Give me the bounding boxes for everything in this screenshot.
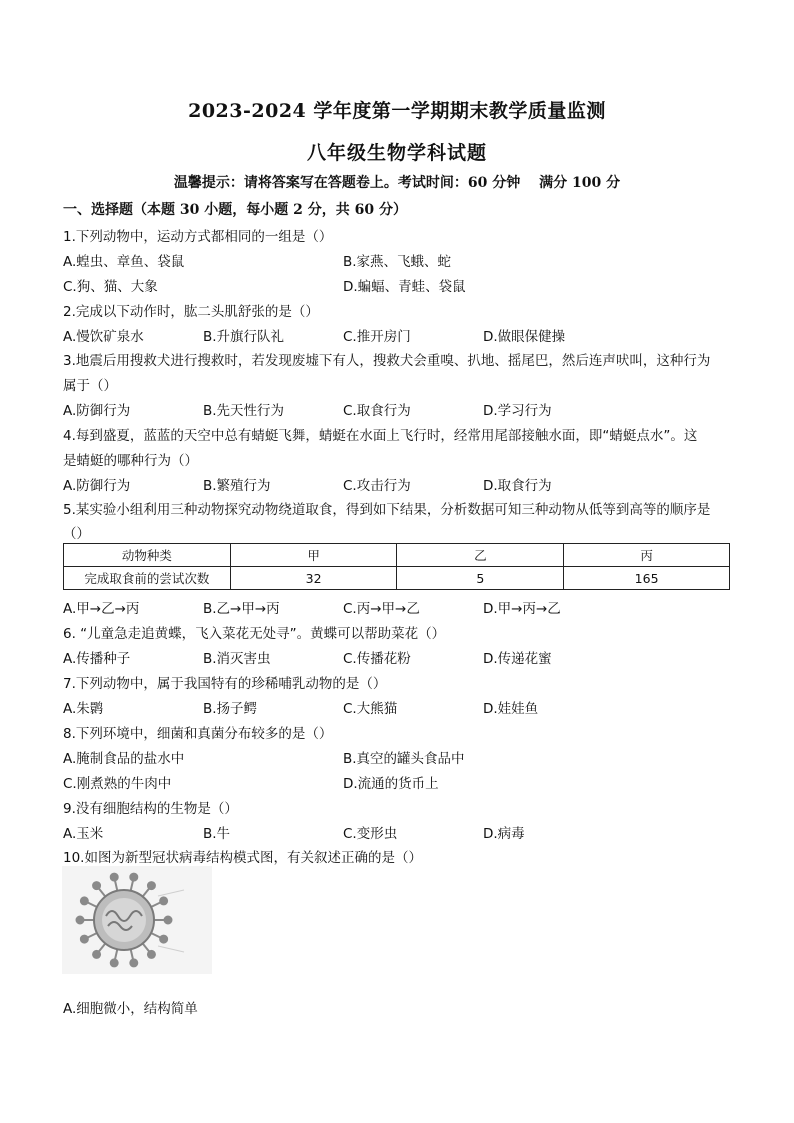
trial-count-table bbox=[63, 543, 730, 590]
spike-tip bbox=[130, 959, 137, 966]
section-heading: 一、选择题（本题 30 小题，每小题 2 分，共 60 分） bbox=[63, 202, 407, 218]
q1-option-a: A.蝗虫、章鱼、袋鼠 bbox=[63, 254, 185, 270]
question-3-stem: 3.地震后用搜救犬进行搜救时，若发现废墟下有人，搜救犬会重嗅、扒地、摇尾巴，然后连声吠叫，这种行为 bbox=[63, 353, 711, 369]
q4-option-c: C.攻击行为 bbox=[343, 478, 411, 494]
table-header-cell: 甲 bbox=[230, 544, 397, 567]
spike-tip bbox=[77, 917, 84, 924]
q6-option-d: D.传递花蜜 bbox=[483, 651, 552, 667]
table-cell: 完成取食前的尝试次数 bbox=[64, 567, 231, 590]
question-4-stem-cont: 是蜻蜓的哪种行为（） bbox=[63, 453, 198, 469]
table-header-cell: 动物种类 bbox=[64, 544, 231, 567]
q2-option-c: C.推开房门 bbox=[343, 329, 411, 345]
q7-option-a: A.朱鹮 bbox=[63, 701, 104, 717]
spike-tip bbox=[93, 951, 100, 958]
table-header-cell: 乙 bbox=[397, 544, 564, 567]
question-6-stem: 6. “儿童急走追黄蝶，飞入菜花无处寻”。黄蝶可以帮助菜花（） bbox=[63, 626, 446, 642]
question-7-stem: 7.下列动物中，属于我国特有的珍稀哺乳动物的是（） bbox=[63, 676, 387, 692]
q2-option-b: B.升旗行队礼 bbox=[203, 329, 285, 345]
q8-option-b: B.真空的罐头食品中 bbox=[343, 751, 465, 767]
question-1-stem: 1.下列动物中，运动方式都相同的一组是（） bbox=[63, 229, 333, 245]
spike-tip bbox=[111, 959, 118, 966]
q2-option-a: A.慢饮矿泉水 bbox=[63, 329, 144, 345]
table-header-row bbox=[64, 544, 730, 567]
question-4-stem: 4.每到盛夏，蓝蓝的天空中总有蜻蜓飞舞，蜻蜓在水面上飞行时，经常用尾部接触水面，即“蜻蜓点水”。这 bbox=[63, 428, 698, 444]
table-header-cell: 丙 bbox=[564, 544, 730, 567]
q7-option-b: B.扬子鳄 bbox=[203, 701, 258, 717]
table-row bbox=[64, 567, 730, 590]
q6-option-b: B.消灭害虫 bbox=[203, 651, 271, 667]
spike-tip bbox=[148, 951, 155, 958]
q8-option-d: D.流通的货币上 bbox=[343, 776, 439, 792]
spike-tip bbox=[81, 936, 88, 943]
question-10-stem: 10.如图为新型冠状病毒结构模式图，有关叙述正确的是（） bbox=[63, 850, 422, 866]
spike-tip bbox=[111, 874, 118, 881]
spike-tip bbox=[93, 882, 100, 889]
exam-title: 2023-2024 学年度第一学期期末教学质量监测 bbox=[188, 100, 606, 122]
spike-tip bbox=[81, 897, 88, 904]
q9-option-c: C.变形虫 bbox=[343, 826, 398, 842]
question-5-stem: 5.某实验小组利用三种动物探究动物绕道取食，得到如下结果，分析数据可知三种动物从低等到高等的顺序是 bbox=[63, 502, 711, 518]
q4-option-b: B.繁殖行为 bbox=[203, 478, 271, 494]
q4-option-d: D.取食行为 bbox=[483, 478, 552, 494]
q1-option-b: B.家燕、飞蛾、蛇 bbox=[343, 254, 452, 270]
exam-subtitle: 八年级生物学科试题 bbox=[306, 142, 487, 164]
q5-option-a: A.甲→乙→丙 bbox=[63, 601, 140, 617]
spike-tip bbox=[165, 917, 172, 924]
q9-option-b: B.牛 bbox=[203, 826, 231, 842]
question-8-stem: 8.下列环境中，细菌和真菌分布较多的是（） bbox=[63, 726, 333, 742]
q5-option-c: C.丙→甲→乙 bbox=[343, 601, 420, 617]
question-2-stem: 2.完成以下动作时，肱二头肌舒张的是（） bbox=[63, 304, 319, 320]
exam-tip: 温馨提示：请将答案写在答题卷上。考试时间：60 分钟 满分 100 分 bbox=[173, 175, 621, 191]
q3-option-a: A.防御行为 bbox=[63, 403, 131, 419]
question-5-stem-cont: （） bbox=[63, 526, 90, 542]
coronavirus-diagram-icon bbox=[62, 866, 212, 974]
q3-option-c: C.取食行为 bbox=[343, 403, 411, 419]
table-cell: 5 bbox=[397, 567, 564, 590]
q5-option-d: D.甲→丙→乙 bbox=[483, 601, 561, 617]
q10-option-a: A.细胞微小，结构简单 bbox=[63, 1001, 198, 1017]
table-cell: 165 bbox=[564, 567, 730, 590]
question-3-stem-cont: 属于（） bbox=[63, 378, 117, 394]
q7-option-d: D.娃娃鱼 bbox=[483, 701, 539, 717]
q1-option-d: D.蝙蝠、青蛙、袋鼠 bbox=[343, 279, 466, 295]
q6-option-a: A.传播种子 bbox=[63, 651, 131, 667]
spike-tip bbox=[160, 936, 167, 943]
spike-tip bbox=[148, 882, 155, 889]
q9-option-d: D.病毒 bbox=[483, 826, 525, 842]
q8-option-c: C.刚煮熟的牛肉中 bbox=[63, 776, 172, 792]
q4-option-a: A.防御行为 bbox=[63, 478, 131, 494]
spike-tip bbox=[160, 897, 167, 904]
q3-option-d: D.学习行为 bbox=[483, 403, 552, 419]
question-9-stem: 9.没有细胞结构的生物是（） bbox=[63, 801, 238, 817]
q5-option-b: B.乙→甲→丙 bbox=[203, 601, 280, 617]
q9-option-a: A.玉米 bbox=[63, 826, 104, 842]
spike-tip bbox=[130, 874, 137, 881]
q6-option-c: C.传播花粉 bbox=[343, 651, 411, 667]
q7-option-c: C.大熊猫 bbox=[343, 701, 398, 717]
q1-option-c: C.狗、猫、大象 bbox=[63, 279, 158, 295]
q3-option-b: B.先天性行为 bbox=[203, 403, 285, 419]
q8-option-a: A.腌制食品的盐水中 bbox=[63, 751, 185, 767]
q2-option-d: D.做眼保健操 bbox=[483, 329, 566, 345]
table-cell: 32 bbox=[230, 567, 397, 590]
